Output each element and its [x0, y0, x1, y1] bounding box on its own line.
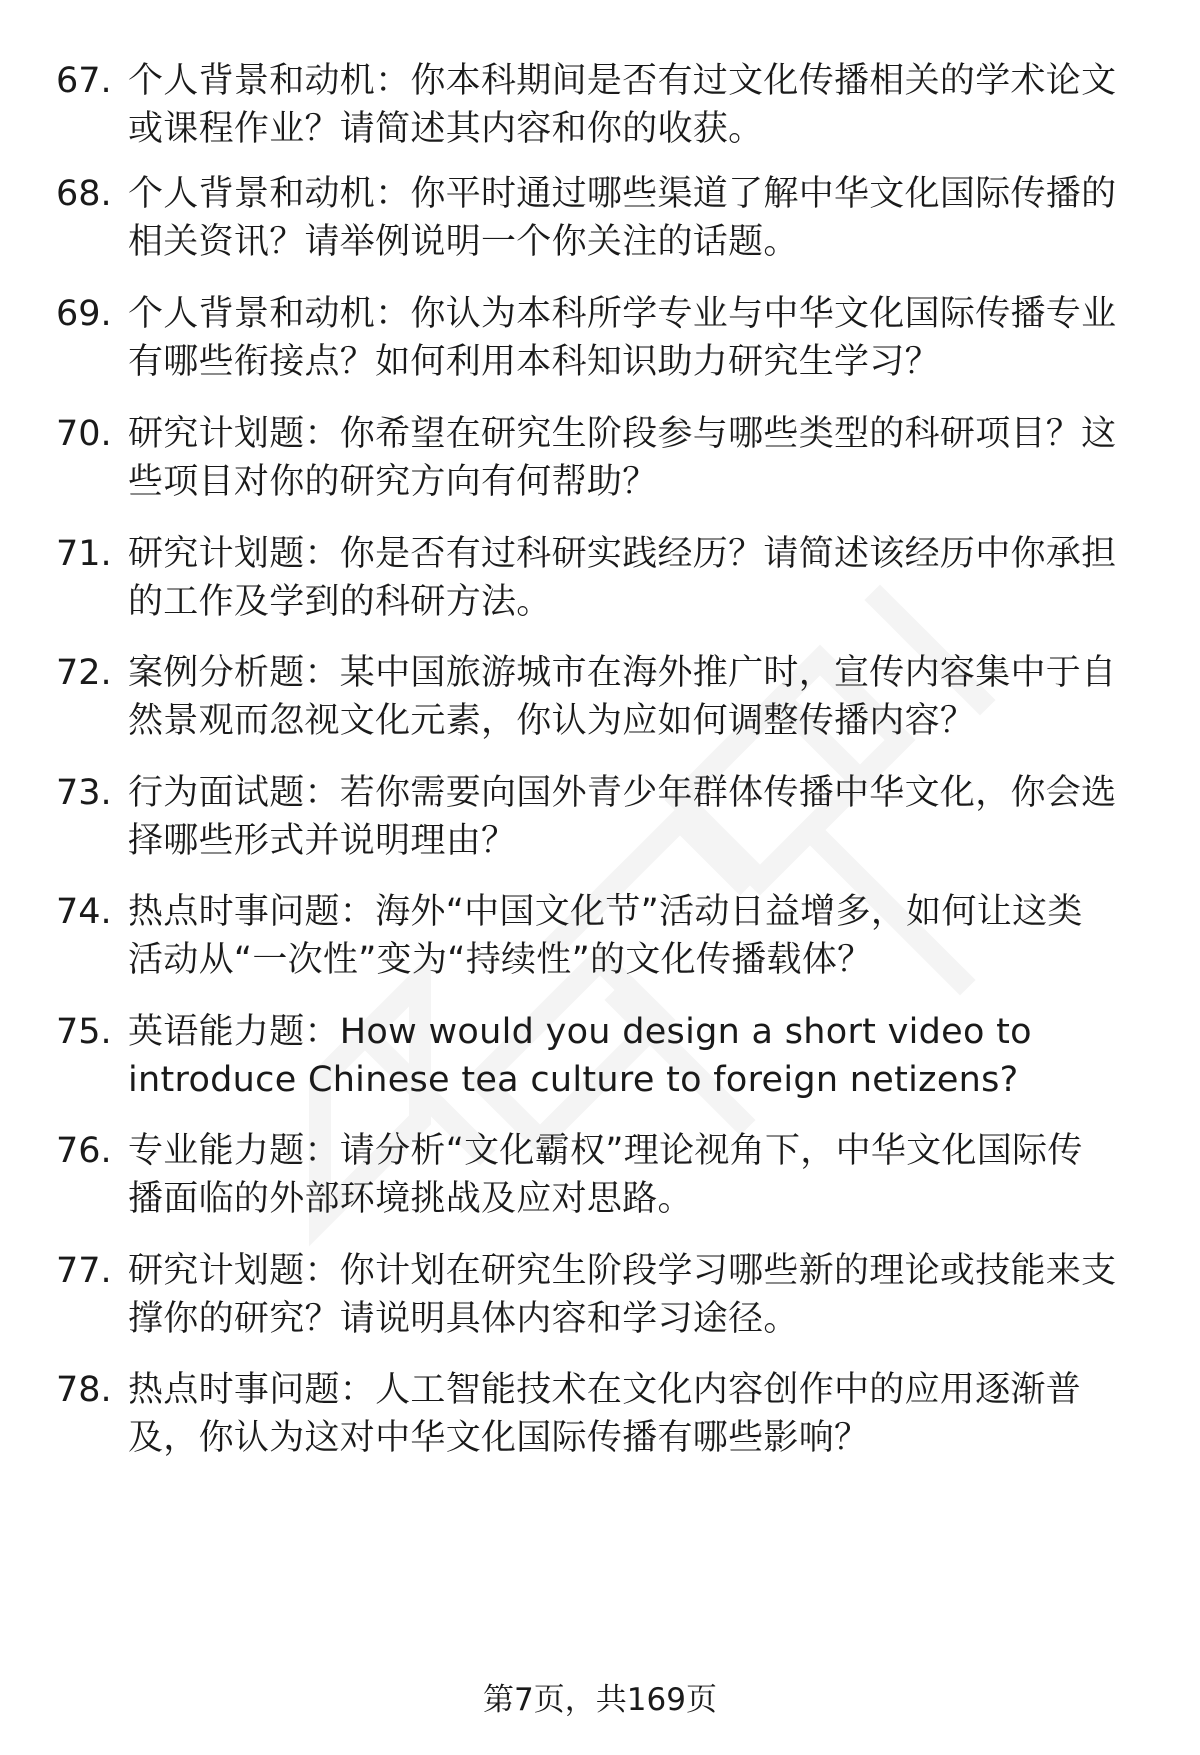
- page-footer: 第7页，共169页: [483, 1682, 717, 1718]
- question-number: 75.: [56, 1012, 112, 1052]
- question-number: 73.: [56, 773, 112, 813]
- question-line: 播面临的外部环境挑战及应对思路。: [128, 1179, 693, 1219]
- question-text: [128, 769, 1138, 865]
- question-number: 74.: [56, 892, 112, 932]
- question-item: [0, 57, 1200, 167]
- question-text: [128, 530, 1138, 626]
- question-text: [128, 1127, 1138, 1223]
- question-number: 71.: [56, 534, 112, 574]
- question-item: [0, 410, 1200, 520]
- question-line: 热点时事问题：人工智能技术在文化内容创作中的应用逐渐普: [128, 1370, 1082, 1410]
- question-number: 78.: [56, 1370, 112, 1410]
- question-item: [0, 769, 1200, 879]
- question-line: 研究计划题：你希望在研究生阶段参与哪些类型的科研项目？这: [128, 414, 1117, 454]
- question-line: 专业能力题：请分析“文化霸权”理论视角下，中华文化国际传: [128, 1131, 1083, 1171]
- question-number: 77.: [56, 1251, 112, 1291]
- question-line: 案例分析题：某中国旅游城市在海外推广时，宣传内容集中于自: [128, 653, 1117, 693]
- question-item: [0, 170, 1200, 280]
- question-line: 英语能力题：How would you design a short video to: [128, 1012, 1032, 1052]
- question-number: 69.: [56, 294, 112, 334]
- question-line: 活动从“一次性”变为“持续性”的文化传播载体？: [128, 940, 873, 980]
- question-number: 70.: [56, 414, 112, 454]
- question-number: 76.: [56, 1131, 112, 1171]
- question-item: [0, 290, 1200, 400]
- question-number: 67.: [56, 61, 112, 101]
- question-text: [128, 1366, 1138, 1462]
- question-text: [128, 170, 1138, 266]
- question-item: [0, 1247, 1200, 1357]
- question-line: 热点时事问题：海外“中国文化节”活动日益增多，如何让这类: [128, 892, 1083, 932]
- question-number: 72.: [56, 653, 112, 693]
- question-text: [128, 1008, 1138, 1104]
- question-line: 有哪些衔接点？如何利用本科知识助力研究生学习？: [128, 342, 940, 382]
- question-text: [128, 57, 1138, 153]
- question-text: [128, 290, 1138, 386]
- question-text: [128, 888, 1138, 984]
- question-text: [128, 410, 1138, 506]
- question-line: 研究计划题：你是否有过科研实践经历？请简述该经历中你承担: [128, 534, 1117, 574]
- question-item: [0, 530, 1200, 640]
- question-line: 然景观而忽视文化元素，你认为应如何调整传播内容？: [128, 701, 976, 741]
- question-line: 或课程作业？请简述其内容和你的收获。: [128, 109, 764, 149]
- question-item: [0, 1366, 1200, 1476]
- question-line: 及，你认为这对中华文化国际传播有哪些影响？: [128, 1418, 870, 1458]
- question-line: 相关资讯？请举例说明一个你关注的话题。: [128, 222, 799, 262]
- question-item: [0, 649, 1200, 759]
- question-item: [0, 1008, 1200, 1118]
- question-line: 个人背景和动机：你本科期间是否有过文化传播相关的学术论文: [128, 61, 1117, 101]
- question-line: 的工作及学到的科研方法。: [128, 582, 552, 622]
- question-line: 行为面试题：若你需要向国外青少年群体传播中华文化，你会选: [128, 773, 1117, 813]
- question-line: 些项目对你的研究方向有何帮助？: [128, 462, 658, 502]
- question-number: 68.: [56, 174, 112, 214]
- question-item: [0, 1127, 1200, 1237]
- question-line: introduce Chinese tea culture to foreign netizens?: [128, 1060, 1019, 1100]
- question-item: [0, 888, 1200, 998]
- question-line: 择哪些形式并说明理由？: [128, 821, 517, 861]
- question-text: [128, 649, 1138, 745]
- question-line: 研究计划题：你计划在研究生阶段学习哪些新的理论或技能来支: [128, 1251, 1117, 1291]
- question-line: 撑你的研究？请说明具体内容和学习途径。: [128, 1299, 799, 1339]
- question-text: [128, 1247, 1138, 1343]
- question-line: 个人背景和动机：你平时通过哪些渠道了解中华文化国际传播的: [128, 174, 1117, 214]
- question-line: 个人背景和动机：你认为本科所学专业与中华文化国际传播专业: [128, 294, 1117, 334]
